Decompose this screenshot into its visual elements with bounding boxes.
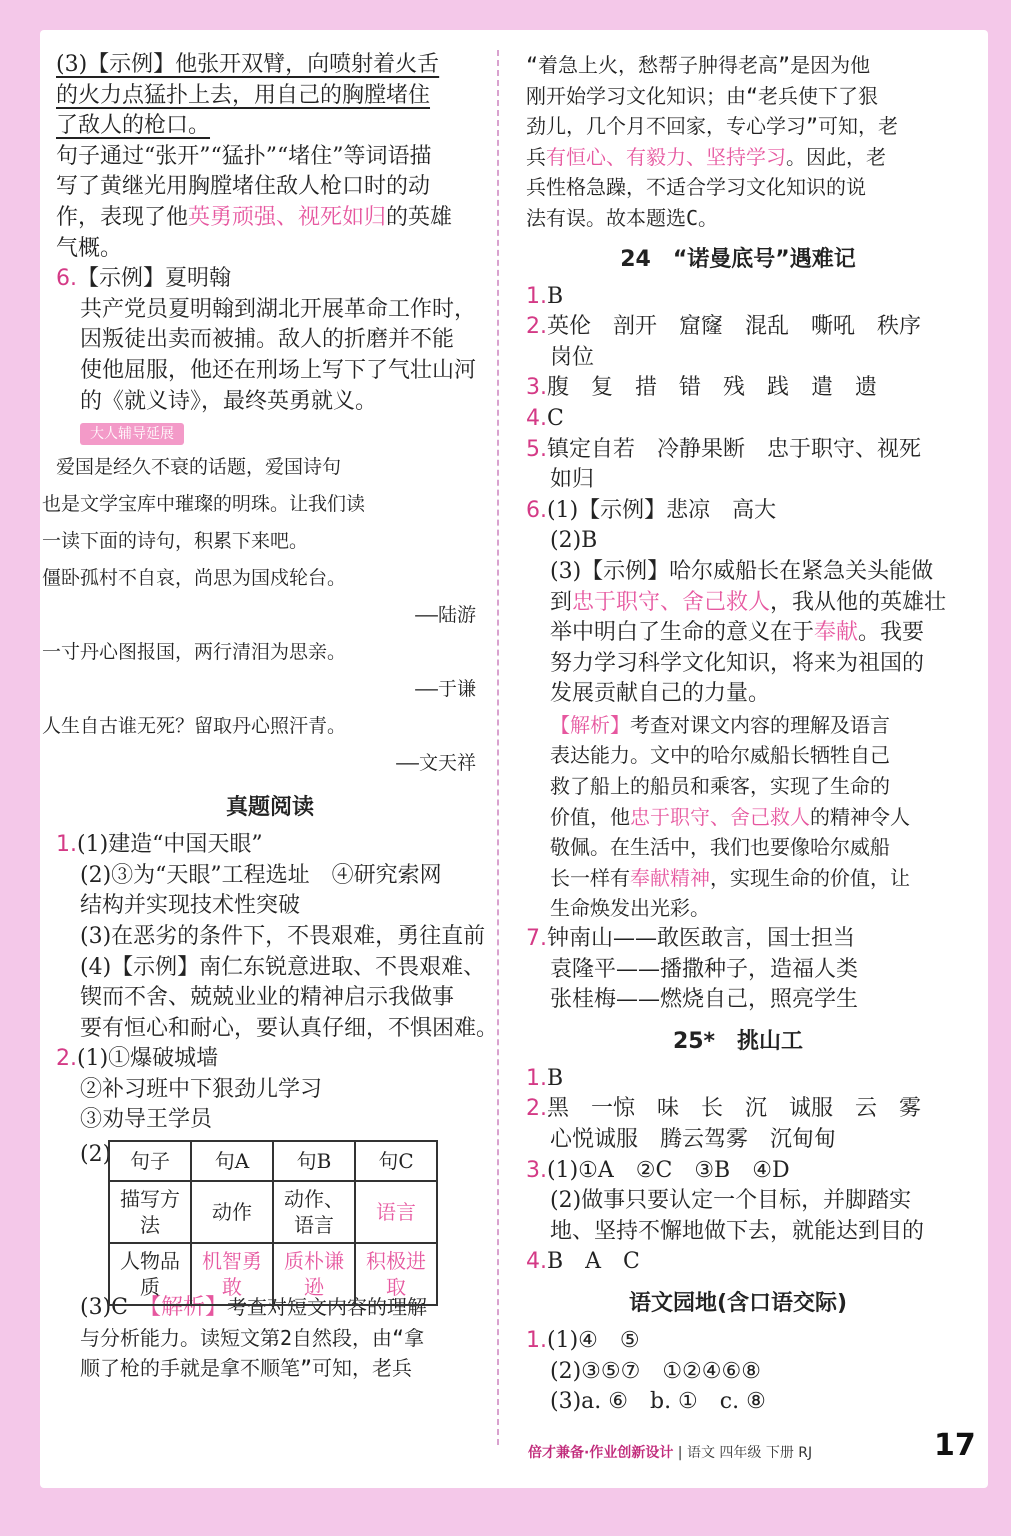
highlight-text: 忠于职守、舍己救人	[630, 804, 810, 829]
analysis-line: 生命焕发出光彩。	[550, 896, 710, 921]
table-label: (2)	[80, 1142, 112, 1168]
lesson-title: 25* 挑山工	[672, 1028, 804, 1054]
analysis-line: 价值，他忠于职守、舍己救人的精神令人	[550, 804, 910, 829]
answer-line: (3)C 【解析】考查对短文内容的理解	[80, 1295, 428, 1321]
table-wrapper	[56, 1140, 484, 1300]
answer-line: 的《就义诗》，最终英勇就义。	[80, 388, 378, 414]
subject-label: 语文	[686, 1445, 715, 1461]
lesson-title: 24 “诺曼底号”遇难记	[620, 246, 856, 272]
question-1: 1.(1)④ ⑤	[526, 1327, 640, 1353]
table-cell: 动作、语言	[273, 1181, 355, 1243]
analysis-line: 兵性格急躁，不适合学习文化知识的说	[526, 175, 866, 200]
answer-line: 发展贡献自己的力量。	[550, 681, 771, 707]
question-number: 6.	[526, 497, 547, 523]
highlight-text: 奉献精神	[630, 865, 710, 890]
table-cell: 质朴谦逊	[273, 1243, 355, 1305]
question-2: 2.英伦 剖开 窟窿 混乱 嘶吼 秩序	[526, 314, 922, 340]
answer-line: 句子通过“张开”“猛扑”“堵住”等词语描	[56, 143, 432, 169]
question-6: 6.【示例】夏明翰	[56, 266, 232, 292]
reading-question-2: 2.(1)①爆破城墙	[56, 1046, 219, 1072]
poem-author: ——于谦	[415, 678, 476, 701]
answer-line: (3)【示例】他张开双臂，向喷射着火舌	[56, 52, 440, 77]
answer-line: 到忠于职守、舍己救人，我从他的英雄壮	[550, 589, 947, 615]
answer-line: 袁隆平——播撒种子，造福人类	[550, 956, 859, 982]
question-number: 2.	[56, 1046, 77, 1072]
table-cell: 机智勇敢	[191, 1243, 273, 1305]
analysis-line: 长一样有奉献精神，实现生命的价值，让	[550, 865, 910, 890]
answer-line: 如归	[550, 467, 595, 493]
question-number: 7.	[526, 926, 547, 952]
question-number: 3.	[526, 1157, 547, 1183]
highlight-text: 有恒心、有毅力、坚持学习	[546, 144, 786, 169]
answer-line: 顺了枪的手就是拿不顺笔”可知，老兵	[80, 1356, 413, 1381]
answer-line: (3)在恶劣的条件下，不畏艰难，勇往直前	[80, 923, 486, 949]
reading-question-1: 1.(1)建造“中国天眼”	[56, 832, 263, 858]
answer-line: ②补习班中下狠劲儿学习	[80, 1076, 323, 1102]
question-number: 1.	[526, 1327, 547, 1353]
left-column	[42, 50, 499, 1384]
analysis-line: 兵有恒心、有毅力、坚持学习。因此，老	[526, 144, 886, 169]
answer-line: (3)a. ⑥ b. ① c. ⑧	[550, 1389, 766, 1415]
extension-line: 也是文学宝库中璀璨的明珠。让我们读	[42, 493, 366, 516]
table-header: 句B	[273, 1141, 355, 1181]
table-cell: 人物品质	[109, 1243, 191, 1305]
answer-line: ③劝导王学员	[80, 1107, 213, 1133]
question-4: 4.B A C	[526, 1249, 640, 1275]
brand-label: 倍才兼备·作业创新设计	[528, 1445, 674, 1461]
question-7: 7.钟南山——敢医敢言，国士担当	[526, 926, 856, 952]
analysis-line: 【解析】考查对课文内容的理解及语言	[550, 712, 890, 737]
answer-line: 气概。	[56, 235, 123, 261]
answer-line: 共产党员夏明翰到湖北开展革命工作时，	[80, 296, 477, 322]
question-2: 2.黑 一惊 味 长 沉 诚服 云 雾	[526, 1096, 922, 1122]
table-header: 句子	[109, 1141, 191, 1181]
answer-line: 的火力点猛扑上去，用自己的胸膛堵住	[56, 82, 431, 108]
answer-line: (2)B	[550, 528, 598, 554]
analysis-line: “着急上火，愁帮子肿得老高”是因为他	[526, 53, 871, 77]
table-cell: 积极进取	[355, 1243, 437, 1305]
question-number: 2.	[526, 314, 547, 340]
answer-line: 结构并实现技术性突破	[80, 893, 301, 919]
question-number: 6.	[56, 266, 77, 292]
answer-line: 岗位	[550, 344, 595, 370]
volume-label: 下册 RJ	[765, 1445, 813, 1461]
poem-author: ——陆游	[415, 604, 476, 627]
question-number: 5.	[526, 436, 547, 462]
table-cell: 动作	[191, 1181, 273, 1243]
poem-line: 一寸丹心图报国，两行清泪为思亲。	[42, 641, 347, 664]
answer-line: (2)做事只要认定一个目标，并脚踏实	[550, 1188, 912, 1214]
question-number: 4.	[526, 405, 547, 431]
answer-table	[108, 1140, 438, 1306]
answer-line: (4)【示例】南仁东锐意进取、不畏艰难、	[80, 954, 486, 980]
table-cell: 语言	[355, 1181, 437, 1243]
extension-line: 一读下面的诗句，积累下来吧。	[42, 530, 309, 553]
answer-line: (2)③⑤⑦ ①②④⑥⑧	[550, 1358, 761, 1384]
question-number: 1.	[56, 832, 77, 858]
grade-label: 四年级	[719, 1445, 762, 1461]
analysis-line: 法有误。故本题选C。	[526, 205, 719, 230]
answer-line: 因叛徒出卖而被捕。敌人的折磨并不能	[80, 327, 455, 353]
column-divider	[497, 50, 499, 1445]
right-column	[526, 50, 950, 1418]
answer-line: 要有恒心和耐心，要认真仔细，不惧困难。	[80, 1015, 499, 1041]
question-number: 3.	[526, 375, 547, 401]
poem-author: ——文天祥	[396, 752, 476, 775]
answer-line: 举中明白了生命的意义在于奉献。我要	[550, 620, 925, 646]
analysis-line: 表达能力。文中的哈尔威船长牺牲自己	[550, 743, 890, 768]
question-4: 4.C	[526, 405, 564, 431]
answer-line: 地、坚持不懈地做下去，就能达到目的	[550, 1218, 925, 1244]
poem-line: 僵卧孤村不自哀，尚思为国戍轮台。	[42, 567, 347, 590]
page-number: 17	[934, 1428, 976, 1463]
answer-line: 锲而不舍、兢兢业业的精神启示我做事	[80, 985, 455, 1011]
highlight-text: 奉献	[814, 620, 859, 646]
analysis-line: 救了船上的船员和乘客，实现了生命的	[550, 774, 890, 799]
answer-line: 了敌人的枪口。	[56, 113, 211, 139]
question-3: 3.(1)①A ②C ③B ④D	[526, 1157, 790, 1183]
analysis-line: 劲儿，几个月不回家，专心学习”可知，老	[526, 114, 899, 139]
section-title: 语文园地(含口语交际)	[628, 1290, 848, 1316]
poem-line: 人生自古谁无死？留取丹心照汗青。	[42, 715, 347, 738]
answer-line: (2)③为“天眼”工程选址 ④研究索网	[80, 862, 442, 888]
analysis-line: 刚开始学习文化知识；由“老兵使下了狠	[526, 83, 879, 108]
question-number: 4.	[526, 1249, 547, 1275]
answer-line: 使他屈服，他还在刑场上写下了气壮山河	[80, 357, 477, 383]
answer-line: 努力学习科学文化知识，将来为祖国的	[550, 650, 925, 676]
table-cell: 描写方法	[109, 1181, 191, 1243]
analysis-tag: 【解析】	[550, 712, 630, 737]
question-number: 1.	[526, 1065, 547, 1091]
analysis-tag: 【解析】	[150, 1295, 228, 1321]
table-header: 句C	[355, 1141, 437, 1181]
highlight-text: 忠于职守、舍己救人	[572, 589, 771, 615]
question-5: 5.镇定自若 冷静果断 忠于职守、视死	[526, 436, 922, 462]
table-header: 句A	[191, 1141, 273, 1181]
answer-line: 作，表现了他英勇顽强、视死如归的英雄	[56, 204, 453, 230]
answer-line: 心悦诚服 腾云驾雾 沉甸甸	[550, 1127, 837, 1152]
section-title: 真题阅读	[225, 795, 314, 821]
answer-line: 写了黄继光用胸膛堵住敌人枪口时的动	[56, 174, 431, 200]
analysis-line: 敬佩。在生活中，我们也要像哈尔威船	[550, 835, 890, 860]
answer-line: 与分析能力。读短文第2自然段，由“拿	[80, 1325, 425, 1350]
extension-line: 爱国是经久不衰的话题，爱国诗句	[56, 456, 342, 479]
answer-line: 张桂梅——燃烧自己，照亮学生	[550, 987, 859, 1013]
question-number: 1.	[526, 283, 547, 309]
page-footer: 倍才兼备·作业创新设计 | 语文 四年级 下册 RJ	[528, 1445, 813, 1461]
extension-block	[42, 449, 484, 782]
question-3: 3.腹 复 措 错 残 践 遣 遗	[526, 375, 878, 401]
extension-tag: 大人辅导延展	[80, 423, 184, 445]
question-number: 2.	[526, 1096, 547, 1122]
highlight-text: 英勇顽强、视死如归	[188, 204, 387, 230]
question-6: 6.(1)【示例】悲凉 高大	[526, 497, 777, 523]
question-1: 1.B	[526, 283, 564, 309]
question-1: 1.B	[526, 1065, 564, 1091]
answer-line: (3)【示例】哈尔威船长在紧急关头能做	[550, 558, 934, 584]
